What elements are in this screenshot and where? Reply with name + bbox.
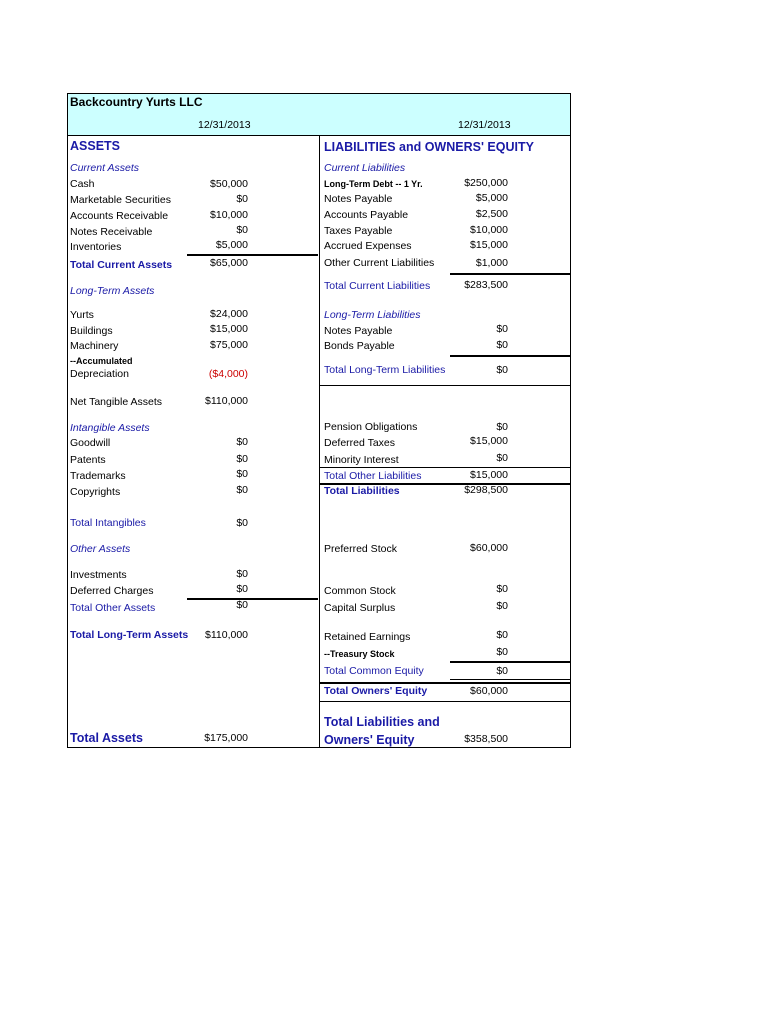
liability-value: $15,000 (470, 435, 508, 447)
total-rule (320, 682, 570, 684)
column-divider (319, 136, 320, 747)
total-rule (450, 661, 570, 663)
total-other-assets-value: $0 (236, 599, 248, 611)
asset-value: $0 (236, 436, 248, 448)
liability-value: $0 (496, 323, 508, 335)
common-stock-value: $0 (496, 583, 508, 595)
total-owners-equity-label: Total Owners' Equity (324, 685, 428, 697)
grand-total-label-line1: Total Liabilities and (324, 715, 440, 729)
grand-total-label-line2: Owners' Equity (324, 733, 415, 747)
total-current-assets-label: Total Current Assets (70, 259, 173, 271)
asset-label: Accounts Receivable (70, 210, 169, 222)
total-long-term-assets-label: Total Long-Term Assets (70, 629, 189, 641)
total-assets-value: $175,000 (204, 732, 248, 744)
capital-surplus-label: Capital Surplus (324, 602, 396, 614)
liability-value: $250,000 (464, 177, 508, 189)
liabilities-date: 12/31/2013 (458, 119, 511, 131)
capital-surplus-value: $0 (496, 600, 508, 612)
retained-earnings-label: Retained Earnings (324, 631, 411, 643)
depreciation-value: ($4,000) (208, 368, 248, 380)
asset-label: Yurts (70, 309, 94, 321)
total-liabilities-value: $298,500 (464, 484, 508, 496)
asset-value: $0 (236, 224, 248, 236)
total-intangibles-label: Total Intangibles (70, 517, 146, 529)
asset-label: Notes Receivable (70, 226, 153, 238)
assets-heading: ASSETS (70, 139, 121, 153)
liability-label: Taxes Payable (324, 225, 393, 237)
common-stock-label: Common Stock (324, 585, 396, 597)
assets-date: 12/31/2013 (198, 119, 251, 131)
asset-value: $0 (236, 484, 248, 496)
section-rule (320, 385, 570, 386)
total-common-equity-value: $0 (496, 665, 508, 677)
grand-total-value: $358,500 (464, 733, 508, 745)
asset-label: Goodwill (70, 437, 111, 449)
asset-value: $50,000 (210, 178, 248, 190)
total-rule (450, 273, 570, 275)
asset-value: $0 (236, 468, 248, 480)
asset-label: Cash (70, 178, 95, 190)
total-other-liabilities-value: $15,000 (470, 469, 508, 481)
treasury-stock-value: $0 (496, 646, 508, 658)
liability-label: Pension Obligations (324, 421, 418, 433)
liabilities-heading: LIABILITIES and OWNERS' EQUITY (324, 140, 534, 154)
intangible-assets-label: Intangible Assets (70, 422, 150, 434)
asset-value: $0 (236, 193, 248, 205)
asset-label: Trademarks (70, 470, 126, 482)
total-current-assets-value: $65,000 (210, 257, 248, 269)
asset-value: $0 (236, 568, 248, 580)
asset-value: $15,000 (210, 323, 248, 335)
depreciation-label: Depreciation (70, 368, 129, 380)
asset-label: Inventories (70, 241, 122, 253)
company-name: Backcountry Yurts LLC (70, 95, 203, 109)
liability-value: $10,000 (470, 224, 508, 236)
liability-value: $15,000 (470, 239, 508, 251)
asset-value: $5,000 (215, 239, 248, 251)
treasury-stock-label: --Treasury Stock (324, 649, 395, 659)
total-owners-equity-value: $60,000 (470, 685, 508, 697)
liability-label: Accrued Expenses (324, 240, 412, 252)
total-liabilities-label: Total Liabilities (324, 485, 400, 497)
total-intangibles-value: $0 (236, 517, 248, 529)
current-liabilities-label: Current Liabilities (324, 162, 406, 174)
current-assets-label: Current Assets (70, 162, 140, 174)
total-long-term-assets-value: $110,000 (204, 629, 248, 641)
net-tangible-label: Net Tangible Assets (70, 396, 163, 408)
liability-label: Notes Payable (324, 193, 393, 205)
liability-value: $2,500 (475, 208, 508, 220)
asset-label: Investments (70, 569, 127, 581)
liability-label: Other Current Liabilities (324, 257, 435, 269)
total-common-equity-label: Total Common Equity (324, 665, 424, 677)
other-assets-label: Other Assets (70, 543, 131, 555)
net-tangible-value: $110,000 (204, 395, 248, 407)
total-assets-label: Total Assets (70, 731, 143, 745)
asset-label: Machinery (70, 340, 119, 352)
asset-value: $75,000 (210, 339, 248, 351)
asset-value: $24,000 (210, 308, 248, 320)
total-other-assets-label: Total Other Assets (70, 602, 156, 614)
liability-label: Notes Payable (324, 325, 393, 337)
liability-value: $0 (496, 339, 508, 351)
retained-earnings-value: $0 (496, 629, 508, 641)
preferred-stock-label: Preferred Stock (324, 543, 397, 555)
liability-value: $0 (496, 421, 508, 433)
total-current-liabilities-value: $283,500 (464, 279, 508, 291)
total-other-liabilities-label: Total Other Liabilities (324, 470, 422, 482)
liability-value: $1,000 (475, 257, 508, 269)
asset-label: Copyrights (70, 486, 121, 498)
total-rule (450, 355, 570, 357)
total-long-term-liabilities-value: $0 (496, 364, 508, 376)
total-current-liabilities-label: Total Current Liabilities (324, 280, 431, 292)
liability-value: $0 (496, 452, 508, 464)
total-rule (320, 467, 570, 468)
long-term-assets-label: Long-Term Assets (70, 285, 155, 297)
liability-label: Deferred Taxes (324, 437, 396, 449)
asset-value: $10,000 (210, 209, 248, 221)
liability-value: $5,000 (475, 192, 508, 204)
accumulated-prefix: --Accumulated (70, 356, 133, 366)
asset-value: $0 (236, 453, 248, 465)
preferred-stock-value: $60,000 (470, 542, 508, 554)
asset-label: Marketable Securities (70, 194, 171, 206)
asset-label: Patents (70, 454, 106, 466)
section-rule (320, 701, 570, 702)
liability-label: Minority Interest (324, 454, 399, 466)
total-rule (450, 679, 570, 680)
liability-label: Accounts Payable (324, 209, 409, 221)
asset-label: Deferred Charges (70, 585, 154, 597)
asset-value: $0 (236, 583, 248, 595)
liability-label: Bonds Payable (324, 340, 395, 352)
asset-label: Buildings (70, 325, 113, 337)
total-long-term-liabilities-label: Total Long-Term Liabilities (324, 364, 446, 376)
liability-label: Long-Term Debt -- 1 Yr. (324, 179, 423, 189)
total-rule (187, 254, 318, 256)
long-term-liabilities-label: Long-Term Liabilities (324, 309, 421, 321)
